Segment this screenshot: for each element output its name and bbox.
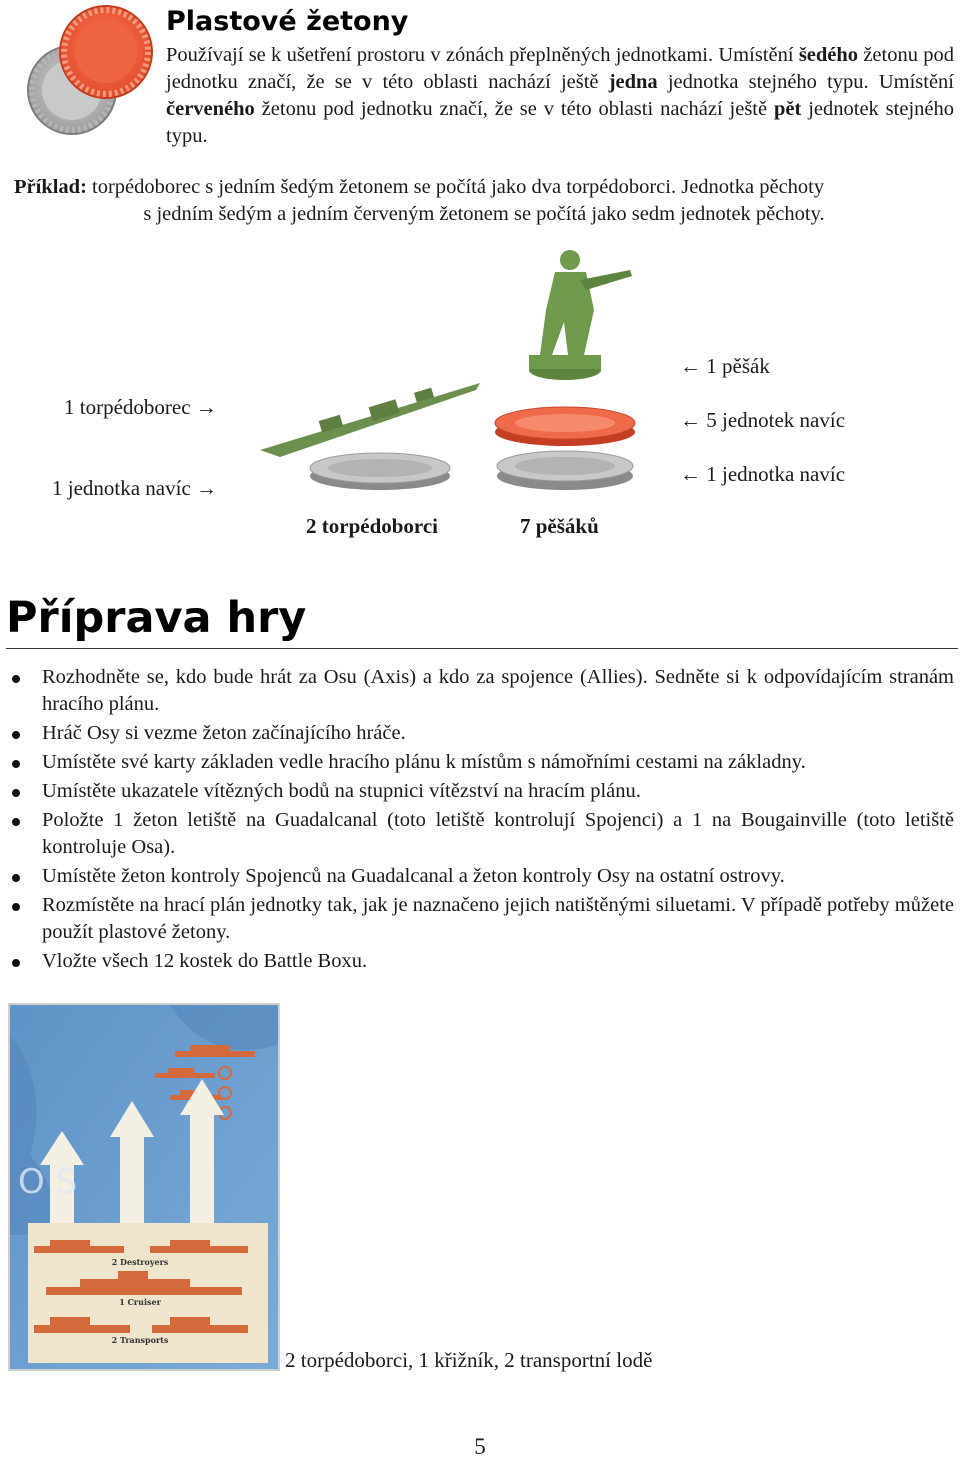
section-divider — [6, 648, 958, 649]
caption-seven-infantry: 7 pěšáků — [520, 514, 599, 538]
map-label-transports: 2 Transports — [111, 1335, 169, 1345]
bullet-icon — [12, 731, 20, 739]
red-chip-icon — [60, 6, 152, 98]
game-board-excerpt — [8, 1003, 280, 1371]
bullet-icon — [12, 903, 20, 911]
section-title-setup: Příprava hry — [6, 593, 307, 643]
bullet-icon — [12, 675, 20, 683]
label-extra-unit-left: 1 jednotka navíc → — [52, 476, 218, 500]
bullet-icon — [12, 818, 20, 826]
setup-step: Položte 1 žeton letiště na Guadalcanal (toto letiště kontrolují Spojenci) a 1 na Bougainville (toto letiště kontroluje Osa). — [8, 807, 954, 861]
map-letters: O S — [18, 1162, 78, 1202]
bullet-icon — [12, 959, 20, 967]
map-label-cruiser: 1 Cruiser — [119, 1297, 161, 1307]
setup-step: Vložte všech 12 kostek do Battle Boxu. — [8, 948, 954, 975]
map-caption: 2 torpédoborci, 1 křižník, 2 transportní lodě — [285, 1348, 653, 1372]
red-chip-under-infantry — [495, 407, 635, 446]
setup-step: Rozhodněte se, kdo bude hrát za Osu (Axis) a kdo za spojence (Allies). Sedněte si k odpovídajícím stranám hracího plánu. — [8, 664, 954, 718]
infantry-figure — [529, 250, 632, 380]
caption-two-destroyers: 2 torpédoborci — [306, 514, 439, 538]
map-label-destroyers: 2 Destroyers — [111, 1257, 169, 1267]
section-title-chips: Plastové žetony — [166, 6, 409, 37]
setup-step: Umístěte své karty základen vedle hracího plánu k místům s námořními cestami na základny. — [8, 749, 954, 776]
page-number: 5 — [474, 1434, 486, 1459]
gray-chip-under-infantry — [497, 451, 633, 490]
gray-chip-under-destroyer — [310, 453, 450, 490]
label-five-extra-units: ← 5 jednotek navíc — [680, 408, 846, 432]
setup-step: Rozmístěte na hrací plán jednotky tak, jak je naznačeno jejich natištěnými siluetami. V případě potřeby můžete použít plastové žetony. — [8, 892, 954, 946]
label-infantry: ← 1 pěšák — [680, 354, 770, 378]
example-paragraph: Příklad: torpédoborec s jedním šedým žetonem se počítá jako dva torpédoborci. Jednotka pěchoty s jedním šedým a jedním červeným žetonem se počítá jako sedm jednotek pěchoty. — [14, 176, 825, 225]
plastic-chips-image — [0, 0, 160, 150]
setup-step: Umístěte žeton kontroly Spojenců na Guadalcanal a žeton kontroly Osy na ostatní ostrovy. — [8, 863, 954, 890]
setup-steps-list — [8, 664, 954, 977]
setup-step: Hráč Osy si vezme žeton začínajícího hráče. — [8, 720, 954, 747]
example-label: Příklad: — [14, 176, 87, 198]
bullet-icon — [12, 789, 20, 797]
label-extra-unit-right: ← 1 jednotka navíc — [680, 462, 846, 486]
bullet-icon — [12, 874, 20, 882]
label-destroyer: 1 torpédoborec → — [64, 395, 217, 419]
bullet-icon — [12, 760, 20, 768]
destroyer-figure — [260, 383, 480, 457]
units-with-chips-illustration — [250, 240, 660, 505]
chips-intro-paragraph: Používají se k ušetření prostoru v zónách přeplněných jednotkami. Umístění šedého žetonu pod jednotku značí, že se v této oblasti nachází ještě jedna jednotka stejného typu. Umístění červeného žetonu pod jednotku značí, že se v této oblasti nachází ještě pět jednotek stejného typu. — [166, 44, 955, 147]
setup-step: Umístěte ukazatele vítězných bodů na stupnici vítězství na hracím plánu. — [8, 778, 954, 805]
